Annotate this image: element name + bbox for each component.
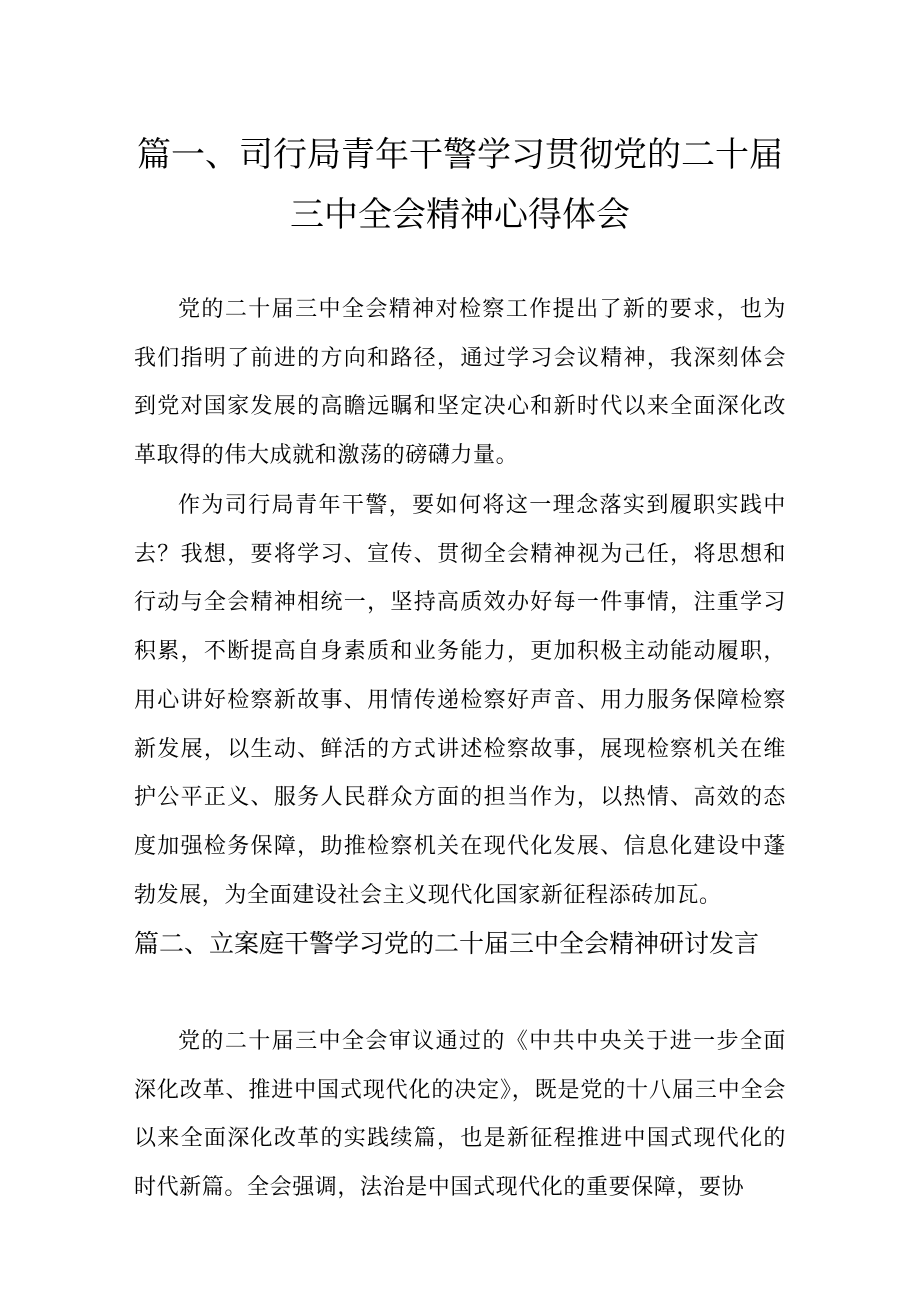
body-paragraph-3: 党的二十届三中全会审议通过的《中共中央关于进一步全面深化改革、推进中国式现代化的决定》，既是党的十八届三中全会以来全面深化改革的实践续篇，也是新征程推进中国式现代化的时代新篇。全会强调，法治是中国式现代化的重要保障，要协	[134, 1029, 786, 1201]
document-title-line-2: 三中全会精神心得体会	[290, 195, 630, 235]
section-2-heading: 篇二、立案庭干警学习党的二十届三中全会精神研讨发言	[134, 929, 760, 958]
document-title-line-1: 篇一、司行局青年干警学习贯彻党的二十届	[137, 135, 783, 175]
body-paragraph-2: 作为司行局青年干警，要如何将这一理念落实到履职实践中去？我想，要将学习、宣传、贯彻全会精神视为己任，将思想和行动与全会精神相统一，坚持高质效办好每一件事情，注重学习积累，不断提高自身素质和业务能力，更加积极主动能动履职，用心讲好检察新故事、用情传递检察好声音、用力服务保障检察新发展，以生动、鲜活的方式讲述检察故事，展现检察机关在维护公平正义、服务人民群众方面的担当作为，以热情、高效的态度加强检务保障，助推检察机关在现代化发展、信息化建设中蓬勃发展，为全面建设社会主义现代化国家新征程添砖加瓦。	[134, 493, 786, 908]
body-paragraph-1: 党的二十届三中全会精神对检察工作提出了新的要求，也为我们指明了前进的方向和路径，通过学习会议精神，我深刻体会到党对国家发展的高瞻远瞩和坚定决心和新时代以来全面深化改革取得的伟大成就和激荡的磅礴力量。	[134, 297, 786, 469]
